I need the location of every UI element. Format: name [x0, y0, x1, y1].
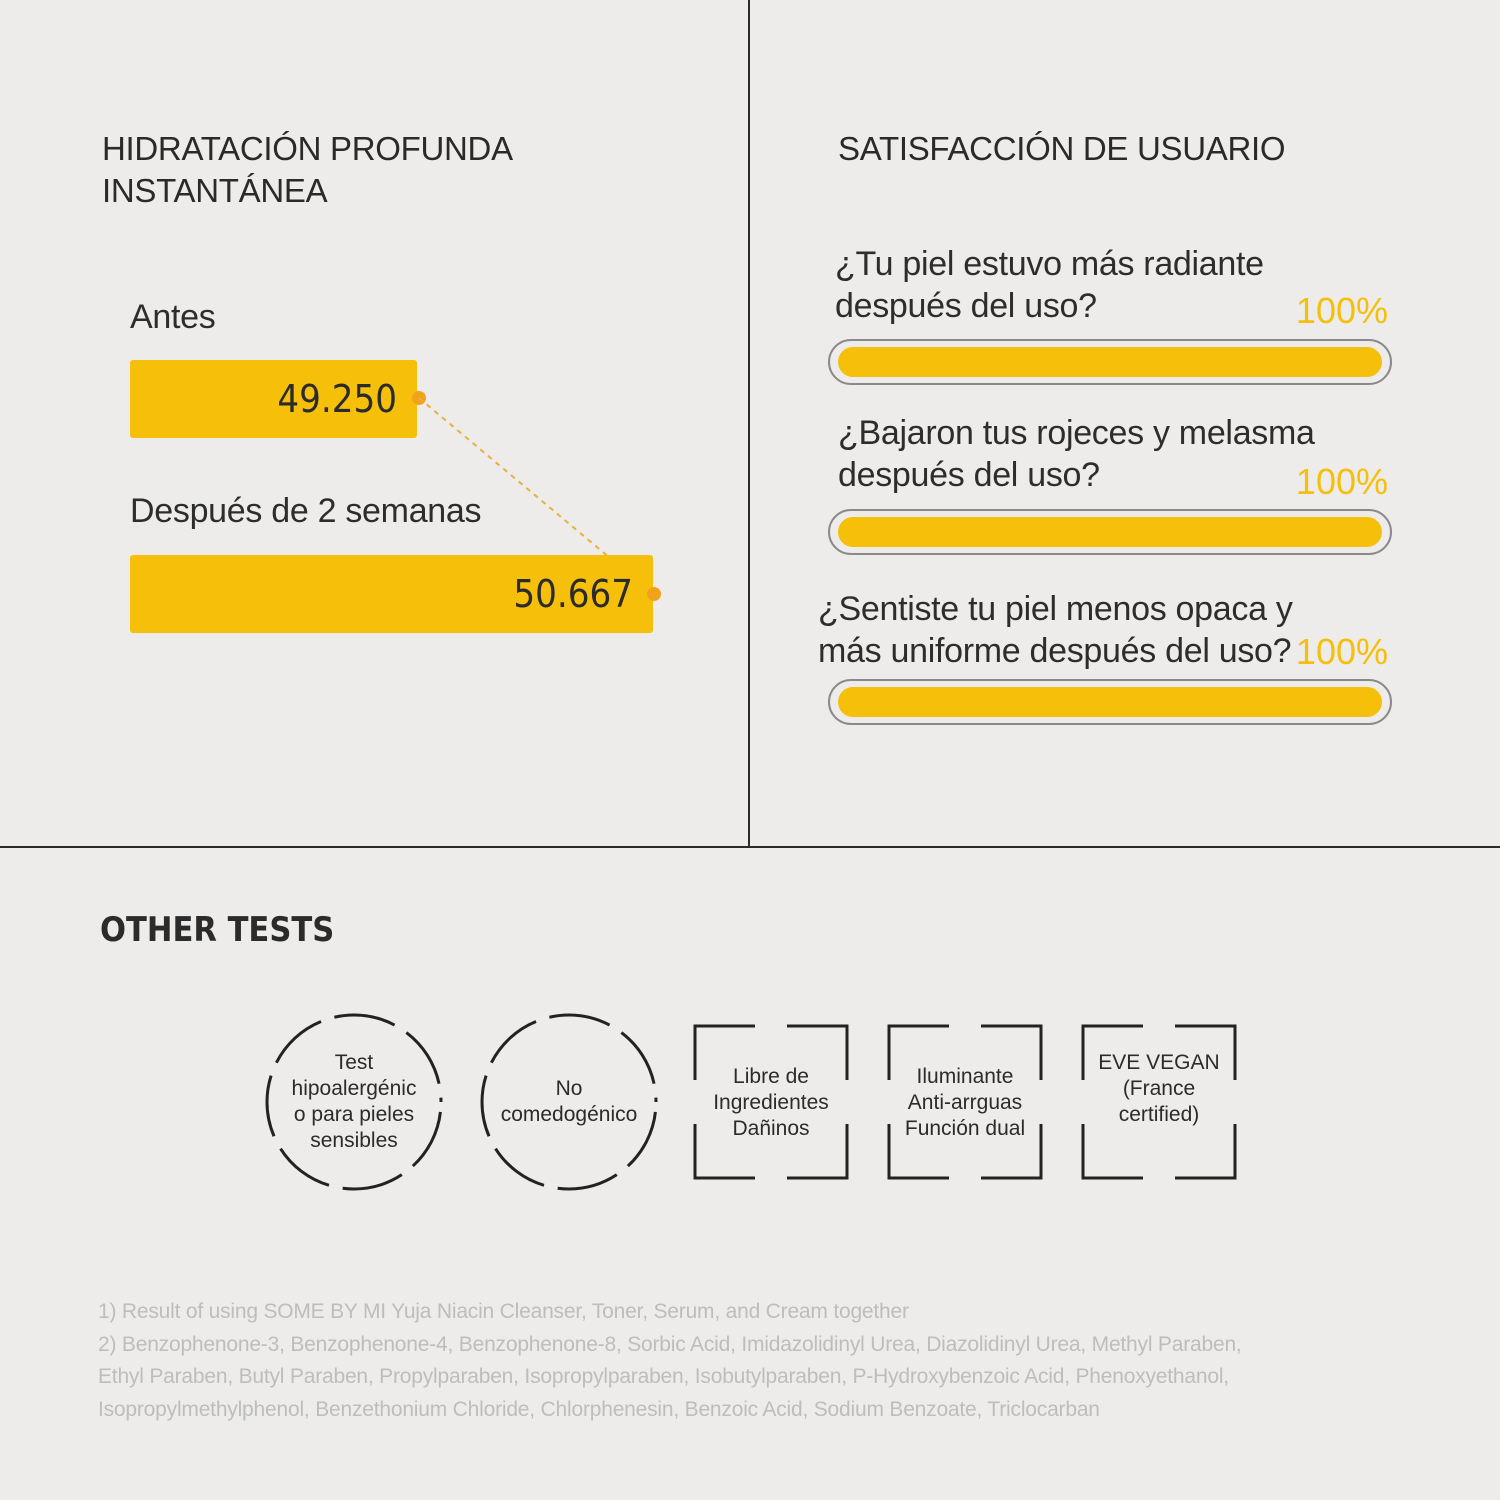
question-2 — [838, 412, 1315, 496]
footnote-2-cont2: Isopropylmethylphenol, Benzethonium Chloride, Chlorphenesin, Benzoic Acid, Sodium Benzoate, Triclocarban — [98, 1397, 1100, 1421]
badge-1-text: Test hipoalergénic o para pieles sensibles — [291, 1051, 417, 1152]
badge-hypoallergenic — [264, 1012, 444, 1192]
footnotes — [98, 1296, 1418, 1426]
badge-non-comedogenic — [479, 1012, 659, 1192]
question-1-line2: después del uso? — [835, 287, 1097, 325]
satisfaction-title: SATISFACCIÓN DE USUARIO — [838, 130, 1286, 167]
after-label: Después de 2 semanas — [130, 492, 482, 530]
badge-illuminating — [877, 1020, 1053, 1186]
other-tests-title: OTHER TESTS — [100, 910, 335, 950]
badge-5-text: EVE VEGAN (France certified) — [1098, 1051, 1220, 1126]
horizontal-divider — [0, 846, 1500, 848]
badge-eve-vegan — [1071, 1020, 1247, 1186]
question-1-track — [828, 339, 1392, 385]
question-3-track — [828, 679, 1392, 725]
badge-3-text: Libre de Ingredientes Dañinos — [713, 1065, 829, 1140]
question-3-fill — [838, 687, 1382, 717]
question-3-line1: ¿Sentiste tu piel menos opaca y — [818, 590, 1293, 628]
question-1-percent: 100% — [1295, 290, 1388, 331]
question-2-line2: después del uso? — [838, 456, 1100, 494]
footnote-1: 1) Result of using SOME BY MI Yuja Niacin Cleanser, Toner, Serum, and Cream together — [98, 1300, 909, 1323]
question-3-line2: más uniforme después del uso? — [818, 632, 1292, 670]
after-bar — [130, 555, 653, 633]
after-dot — [647, 587, 661, 601]
before-value: 49.250 — [277, 377, 397, 421]
hydration-title: HIDRATACIÓN PROFUNDA INSTANTÁNEA — [102, 130, 511, 209]
question-2-percent: 100% — [1295, 461, 1388, 502]
footnote-2-cont: Ethyl Paraben, Butyl Paraben, Propylparaben, Isopropylparaben, Isobutylparaben, P-Hydroxybenzoic Acid, Phenoxyethanol, — [98, 1365, 1229, 1388]
footnote-2: 2) Benzophenone-3, Benzophenone-4, Benzophenone-8, Sorbic Acid, Imidazolidinyl Urea, Diazolidinyl Urea, Methyl Paraben, — [98, 1332, 1242, 1356]
question-1-line1: ¿Tu piel estuvo más radiante — [835, 245, 1264, 283]
before-label: Antes — [130, 298, 216, 336]
badge-2-text: No comedogénico — [500, 1077, 638, 1126]
question-2-fill — [838, 517, 1382, 547]
after-value: 50.667 — [513, 572, 633, 616]
question-1 — [835, 243, 1264, 327]
question-2-track — [828, 509, 1392, 555]
question-3-percent: 100% — [1295, 631, 1388, 672]
question-3 — [818, 588, 1293, 672]
badge-4-text: Iluminante Anti-arrguas Función dual — [904, 1065, 1026, 1140]
badge-free-harmful — [683, 1020, 859, 1186]
question-2-line1: ¿Bajaron tus rojeces y melasma — [838, 414, 1315, 452]
question-1-fill — [838, 347, 1382, 377]
